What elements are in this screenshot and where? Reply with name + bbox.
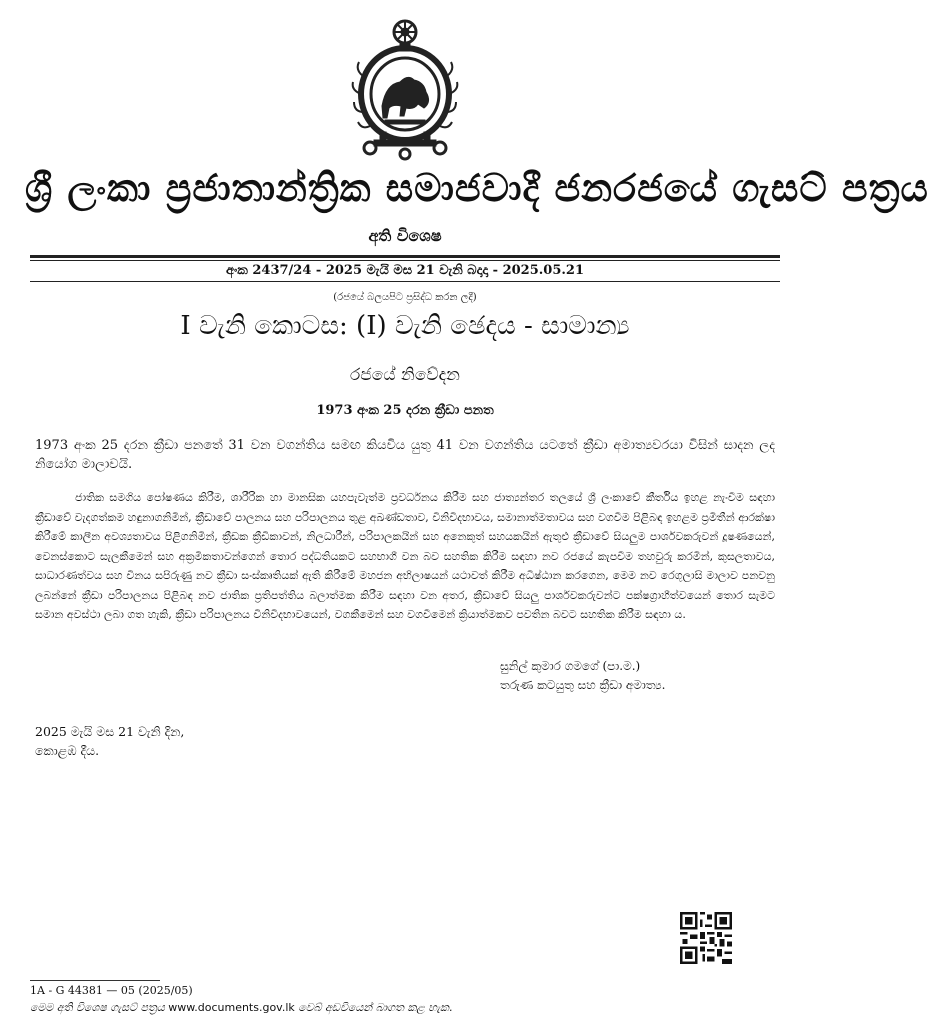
act-title: 1973 අංක 25 දරන ක්‍රීඩා පනත xyxy=(316,403,494,418)
footer-note-suffix: වෙබ් අඩවියෙන් බාගත කළ හැක. xyxy=(298,1001,453,1014)
print-code: 1A - G 44381 — 05 (2025/05) xyxy=(30,984,193,997)
intro-paragraph: 1973 අංක 25 දරන ක්‍රීඩා පනතේ 31 වන වගන්තිය සමඟ කියවිය යුතු 41 වන වගන්තිය යටතේ ක්‍රීඩා අමාත්‍යවරයා විසින් සාදන ලද නියෝග මාලාවයි. xyxy=(35,438,775,472)
footer-note xyxy=(30,1001,452,1015)
body-paragraph: ජාතික සමගිය පෝෂණය කිරීම, ශාරීරික හා මානසික යහපැවැත්ම ප්‍රවර්ධනය කිරීම සහ ජාත්‍යන්තර තලයේ ශ්‍රී ලංකාවේ කීර්තිය ඉහළ නැංවීම සඳහා ක්‍රීඩාවේ වැදගත්කම හඳුනාගනිමින්, ක්‍රීඩාවේ පාලනය සහ පරිපාලනය තුළ අඛණ්ඩතාව, විනිවිදභාවය, සමානාත්මතාවය සහ වගවීම පිළිබඳ ඉහළම ප්‍රමිතීන් ආරක්ෂා කිරීමේ කාලීන අවශ්‍යතාවය පිළිගනිමින්, ක්‍රීඩක ක්‍රීඩිකාවන්, නිලධාරීන්, පරිපාලකයින් සහ අනෙකුත් සහයකයින් ඇතුළු ක්‍රීඩාවේ සියලුම පාර්ශවකරුවන් දූෂණයෙන්, වෙනස්කොට සැලකීමෙන් සහ අක්‍රමිකතාවන්ගෙන් තොර පද්ධතියකට සහභාගී වන බව සහතික කිරීම සඳහා නව රජයේ කැපවීම තහවුරු කරමින්, කුසලතාවය, සාධාරණත්වය සහ විනය සපිරුණු නව ක්‍රීඩා සංස්කෘතියක් ඇති කිරීමේ මහජන අභිලාෂයන් යථාවත් කිරීම අධිෂ්ඨාන කරගෙන, මෙම නව රෙගුලාසි මාලාව පනවනු ලබන්නේ ක්‍රීඩා පරිපාලනය පිළිබඳ නව ජාතික ප්‍රතිපත්තිය බලාත්මක කිරීම සඳහා වන අතර, ක්‍රීඩාවේ සියලු පාර්ශවකරුවන්ට පක්ෂග්‍රාහීත්වයෙන් තොර සැමට සමාන අවස්ථා ලබා ගත හැකි, ක්‍රීඩා පරිපාලනය විනිවිදභාවයෙන්, වගකීමෙන් සහ වගවීමෙන් ක්‍රියාත්මකව පවතින බවට සහතික කිරීම සඳහා ය. xyxy=(35,491,775,621)
part-heading: I වැනි කොටස: (I) වැනි ඡෙදය - සාමාන්‍ය xyxy=(180,311,630,341)
signature-block xyxy=(500,657,770,695)
issue-line: අංක 2437/24 - 2025 මැයි මස 21 වැනි බදාදා - 2025.05.21 xyxy=(225,263,584,278)
authority-line: (රජයේ බලයපිට ප්‍රසිද්ධ කරන ලදී) xyxy=(333,292,477,303)
signer-name: සුනිල් කුමාර ගමගේ (පා.ම.) xyxy=(500,659,641,673)
notice-heading: රජයේ නිවේදන xyxy=(350,365,460,385)
issue-date: 2025 මැයි මස 21 වැනි දින, xyxy=(35,724,185,739)
header-divider xyxy=(30,255,780,258)
signer-title: තරුණ කටයුතු සහ ක්‍රීඩා අමාත්‍ය. xyxy=(500,678,666,692)
issue-divider xyxy=(30,281,780,282)
website-link[interactable]: www.documents.gov.lk xyxy=(168,1001,295,1014)
qr-code-icon xyxy=(680,912,732,964)
gazette-title: ශ්‍රී ලංකා ප්‍රජාතාන්ත්‍රික සමාජවාදී ජනරජයේ ගැසට් පත්‍රය xyxy=(25,165,929,210)
header-divider-thin xyxy=(30,260,780,261)
footer-note-prefix: මෙම අති විශෙෂ ගැසට් පත්‍රය xyxy=(30,1001,165,1014)
footer-divider xyxy=(30,980,160,981)
sri-lanka-emblem-icon xyxy=(330,14,480,164)
date-block xyxy=(35,722,335,760)
gazette-subtitle: අති විශෙෂ xyxy=(368,226,442,245)
issue-place: කොළඹ දීය. xyxy=(35,743,100,758)
